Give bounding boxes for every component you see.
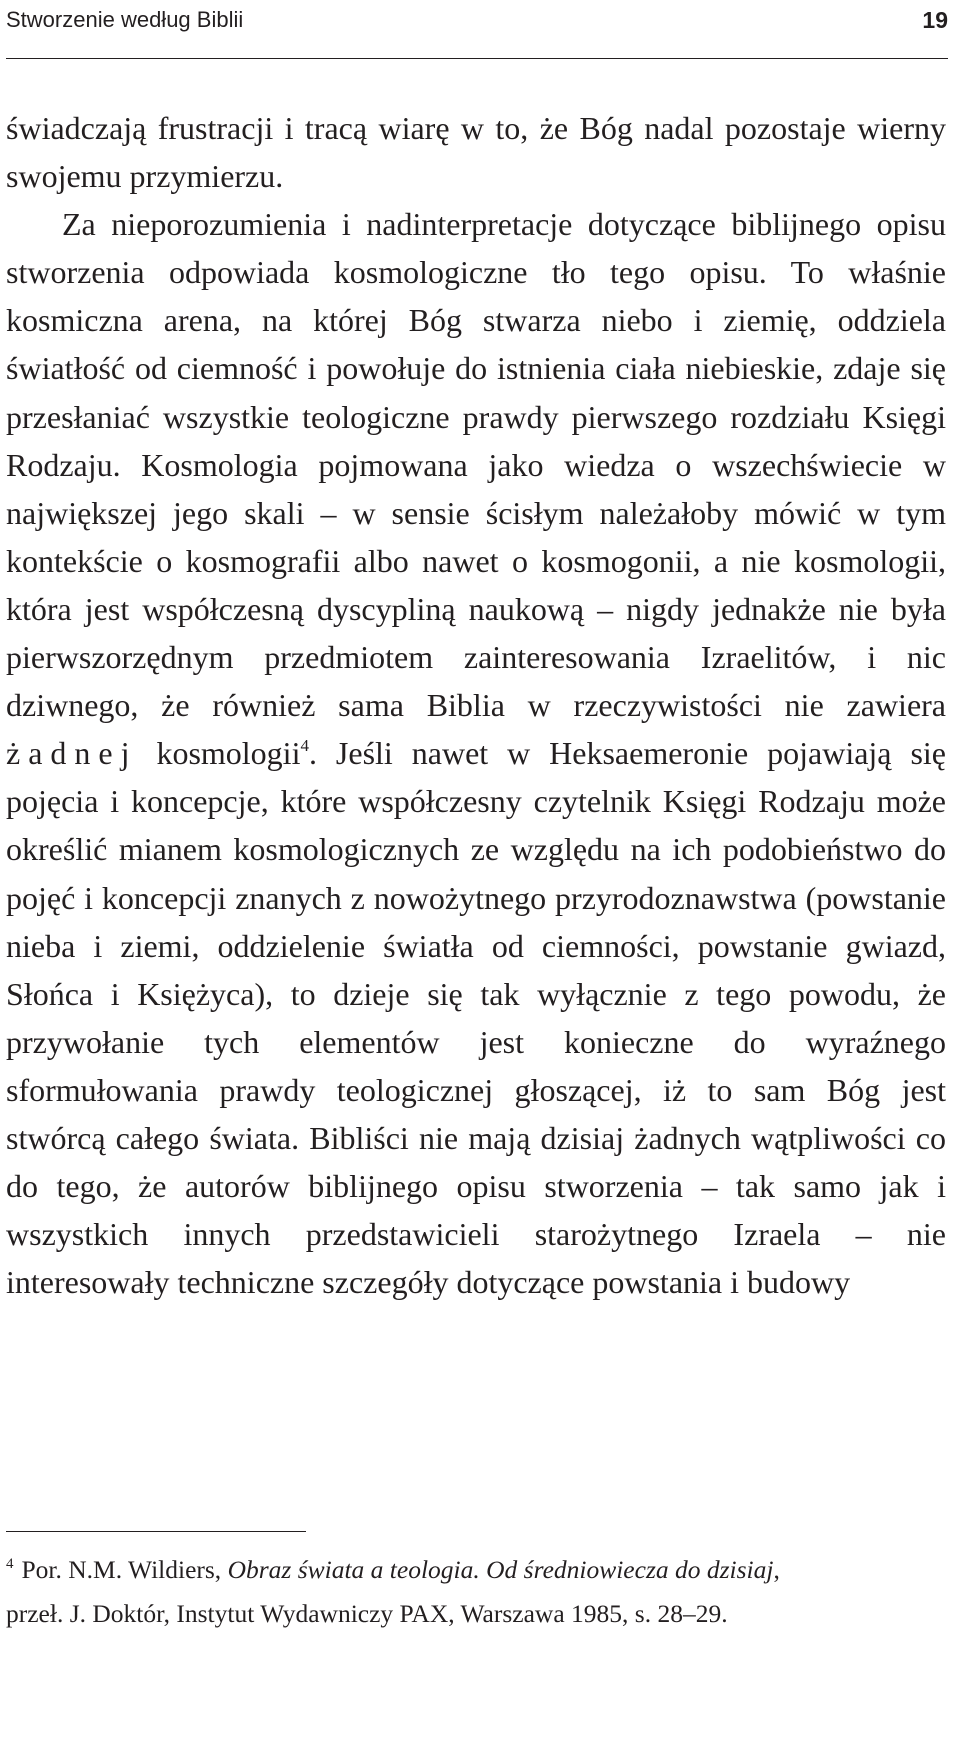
footnote-line-2: przeł. J. Doktór, Instytut Wydawniczy PAX, Warszawa 1985, s. 28–29. — [6, 1599, 728, 1628]
footnote-title: Obraz świata a teologia. Od średniowiecza do dzisiaj — [227, 1555, 774, 1584]
main-text — [6, 104, 946, 1306]
running-header — [6, 3, 948, 53]
paragraph-2 — [6, 200, 946, 1306]
page-number: 19 — [922, 7, 948, 33]
paragraph-2-start: Za nieporozumienia i nadinterpretacje dotyczące biblijnego opisu stworzenia odpowiada kosmologiczne tło tego opisu. To właśnie kosmiczna arena, na której Bóg stwarza niebo i ziemię, oddziela światłość od ciemność i powołuje do istnienia ciała niebieskie, zdaje się przesłaniać wszystkie teologiczne prawdy pierwszego rozdziału Księgi Rodzaju. Kosmologia pojmowana jako wiedza o wszechświecie w największej jego skali – w sensie ścisłym należałoby mówić w tym kontekście o kosmografii albo nawet o kosmogonii, a nie kosmologii, która jest współczesną dyscypliną naukową – nigdy jednakże nie była pierwszorzędnym przedmiotem zainteresowania Izraelitów, i nic dziwnego, że również sama Biblia w rzeczywistości nie zawiera — [6, 206, 946, 724]
footnote-marker: 4 — [6, 1556, 14, 1572]
footnote-author: Por. N.M. Wildiers, — [21, 1555, 228, 1584]
footnote — [6, 1548, 946, 1636]
footnote-rule — [6, 1531, 306, 1532]
footnote-reference: 4 — [300, 736, 309, 756]
spaced-emphasis: żadnej — [6, 735, 138, 772]
running-title: Stworzenie według Biblii — [6, 7, 244, 32]
footnote-separator: , — [773, 1555, 780, 1584]
paragraph-2-mid: kosmologii — [137, 735, 301, 772]
paragraph-2-end: . Jeśli nawet w Heksaemeronie pojawiają się pojęcia i koncepcje, które współczesny czytelnik Księgi Rodzaju może określić mianem kosmologicznych ze względu na ich podobieństwo do pojęć i koncepcji znanych z nowożytnego przyrodoznawstwa (powstanie nieba i ziemi, oddzielenie światła od ciemności, powstanie gwiazd, Słońca i Księżyca), to dzieje się tak wyłącznie z tego powodu, że przywołanie tych elementów jest konieczne do wyraźnego sformułowania prawdy teologicznej głoszącej, iż to sam Bóg jest stwórcą całego świata. Bibliści nie mają dzisiaj żadnych wątpliwości co do tego, że autorów biblijnego opisu stworzenia – tak samo jak i wszystkich innych przedstawicieli starożytnego Izraela – nie interesowały techniczne szczegóły dotyczące powstania i budowy — [6, 735, 947, 1301]
footnote-line-1 — [6, 1548, 946, 1592]
paragraph-1: świadczają frustracji i tracą wiarę w to, że Bóg nadal pozostaje wierny swojemu przymierzu. — [6, 110, 946, 195]
header-rule — [6, 58, 948, 59]
